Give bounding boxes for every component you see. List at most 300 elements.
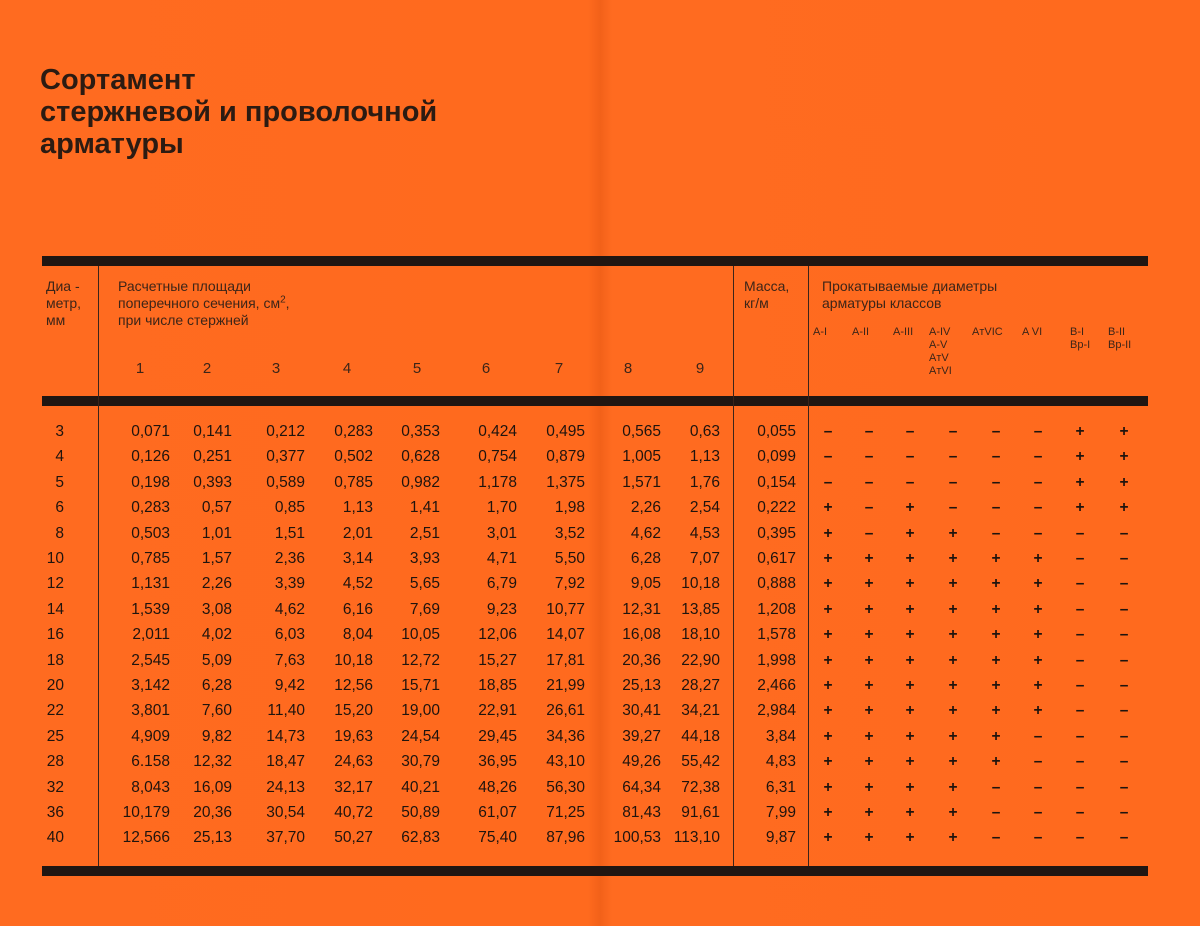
area-cell: 2,54 xyxy=(689,499,720,517)
mass-cell: 0,099 xyxy=(757,448,796,466)
class-header xyxy=(813,326,827,339)
title-line: Сортамент xyxy=(40,64,196,96)
mass-cell: 0,617 xyxy=(757,550,796,567)
area-cell: 0,879 xyxy=(546,448,585,466)
class-availability-cell: + xyxy=(991,702,1001,720)
area-cell: 7,60 xyxy=(201,702,232,720)
class-availability-cell: + xyxy=(823,626,833,644)
class-availability-cell: – xyxy=(991,524,1001,542)
area-cell: 18,85 xyxy=(478,677,517,694)
area-cell: 6,28 xyxy=(201,677,232,694)
area-cell: 10,18 xyxy=(681,575,720,593)
area-cell: 29,45 xyxy=(478,727,517,745)
area-cell: 0,424 xyxy=(478,423,517,440)
area-cell: 0,251 xyxy=(193,448,232,466)
class-availability-cell: – xyxy=(1075,600,1085,618)
area-cell: 49,26 xyxy=(622,753,661,771)
class-availability-cell: – xyxy=(1075,778,1085,796)
class-availability-cell: + xyxy=(823,829,833,847)
table-bottom-rule xyxy=(42,866,1148,876)
class-header xyxy=(893,326,913,339)
class-availability-cell: + xyxy=(905,727,915,745)
class-availability-cell: + xyxy=(948,651,958,669)
class-availability-cell: + xyxy=(905,702,915,720)
area-cell: 0,283 xyxy=(131,499,170,517)
class-availability-cell: + xyxy=(864,702,874,720)
class-availability-cell: – xyxy=(1033,473,1043,491)
area-cell: 15,71 xyxy=(401,677,440,694)
class-availability-cell: – xyxy=(1075,753,1085,771)
bar-count-header: 5 xyxy=(412,360,422,377)
mass-cell: 9,87 xyxy=(765,829,796,847)
area-cell: 0,283 xyxy=(334,423,373,440)
area-cell: 3,01 xyxy=(486,524,517,542)
area-cell: 7,07 xyxy=(689,550,720,567)
class-availability-cell: – xyxy=(1033,423,1043,440)
class-header-line: A-IV xyxy=(929,326,951,338)
area-cell: 64,34 xyxy=(622,778,661,796)
class-availability-cell: + xyxy=(823,804,833,821)
class-availability-cell: – xyxy=(1033,753,1043,771)
bar-count-header: 8 xyxy=(623,360,633,377)
class-availability-cell: + xyxy=(905,575,915,593)
area-cell: 39,27 xyxy=(622,727,661,745)
class-availability-cell: + xyxy=(823,727,833,745)
mass-cell: 1,208 xyxy=(757,600,796,618)
area-cell: 1,41 xyxy=(409,499,440,517)
area-cell: 15,20 xyxy=(334,702,373,720)
class-availability-cell: + xyxy=(1075,499,1085,517)
class-availability-cell: – xyxy=(823,448,833,466)
area-cell: 43,10 xyxy=(546,753,585,771)
class-availability-cell: – xyxy=(991,804,1001,821)
class-availability-cell: + xyxy=(948,778,958,796)
class-availability-cell: + xyxy=(948,677,958,694)
diameter-header-line: метр, xyxy=(46,295,82,311)
area-cell: 3,52 xyxy=(554,524,585,542)
area-cell: 12,566 xyxy=(122,829,170,847)
area-cell: 4,71 xyxy=(486,550,517,567)
diameter-cell: 8 xyxy=(55,524,64,542)
class-availability-cell: + xyxy=(905,829,915,847)
class-availability-cell: + xyxy=(823,575,833,593)
area-cell: 3,142 xyxy=(131,677,170,694)
area-cell: 113,10 xyxy=(673,829,720,847)
area-cell: 25,13 xyxy=(622,677,661,694)
diameter-cell: 32 xyxy=(46,778,64,796)
area-cell: 19,63 xyxy=(334,727,373,745)
class-availability-cell: – xyxy=(991,829,1001,847)
class-availability-cell: – xyxy=(1119,651,1129,669)
area-cell: 20,36 xyxy=(193,804,232,821)
class-availability-cell: + xyxy=(1033,626,1043,644)
area-cell: 0,628 xyxy=(401,448,440,466)
class-availability-cell: – xyxy=(823,473,833,491)
class-availability-cell: – xyxy=(991,778,1001,796)
class-header-line: A-I xyxy=(813,326,828,338)
class-availability-cell: + xyxy=(905,753,915,771)
diameter-cell: 22 xyxy=(46,702,64,720)
mass-cell: 0,055 xyxy=(757,423,796,440)
area-cell: 1,70 xyxy=(486,499,517,517)
area-cell: 5,65 xyxy=(409,575,440,593)
rolled-header-line: Прокатываемые диаметры xyxy=(822,278,998,294)
mass-cell: 0,395 xyxy=(757,524,796,542)
area-cell: 12,31 xyxy=(622,600,661,618)
title-line: арматуры xyxy=(40,128,184,160)
class-header xyxy=(972,326,1003,339)
area-cell: 1,76 xyxy=(689,473,720,491)
area-cell: 2,01 xyxy=(342,524,373,542)
area-cell: 3,93 xyxy=(409,550,440,567)
area-cell: 24,13 xyxy=(266,778,305,796)
area-cell: 22,90 xyxy=(681,651,720,669)
class-header-line: AтVI xyxy=(929,365,952,377)
class-availability-cell: + xyxy=(991,753,1001,771)
class-availability-cell: – xyxy=(991,499,1001,517)
area-cell: 100,53 xyxy=(613,829,661,847)
class-availability-cell: – xyxy=(948,473,958,491)
class-availability-cell: – xyxy=(1119,702,1129,720)
class-availability-cell: – xyxy=(948,448,958,466)
area-cell: 1,13 xyxy=(689,448,720,466)
column-divider xyxy=(98,266,99,866)
area-cell: 0,503 xyxy=(131,524,170,542)
class-availability-cell: + xyxy=(864,600,874,618)
class-availability-cell: – xyxy=(1119,753,1129,771)
class-availability-cell: + xyxy=(864,677,874,694)
class-availability-cell: + xyxy=(905,677,915,694)
area-cell: 32,17 xyxy=(334,778,373,796)
area-cell: 6,03 xyxy=(274,626,305,644)
area-cell: 5,09 xyxy=(201,651,232,669)
area-cell: 0,785 xyxy=(131,550,170,567)
class-availability-cell: – xyxy=(1033,524,1043,542)
class-availability-cell: + xyxy=(864,778,874,796)
mass-header-line: Масса, xyxy=(744,278,790,294)
class-availability-cell: + xyxy=(823,702,833,720)
class-availability-cell: + xyxy=(1033,575,1043,593)
class-availability-cell: + xyxy=(864,575,874,593)
class-availability-cell: – xyxy=(864,448,874,466)
area-cell: 0,071 xyxy=(131,423,170,440)
class-availability-cell: – xyxy=(905,423,915,440)
area-cell: 1,539 xyxy=(131,600,170,618)
area-cell: 55,42 xyxy=(681,753,720,771)
class-availability-cell: – xyxy=(1119,778,1129,796)
area-cell: 2,51 xyxy=(409,524,440,542)
area-cell: 10,77 xyxy=(546,600,585,618)
area-cell: 30,54 xyxy=(266,804,305,821)
class-availability-cell: + xyxy=(905,524,915,542)
mass-cell: 2,984 xyxy=(757,702,796,720)
area-cell: 6.158 xyxy=(131,753,170,771)
area-cell: 0,212 xyxy=(266,423,305,440)
diameter-cell: 28 xyxy=(46,753,64,771)
area-cell: 9,05 xyxy=(630,575,661,593)
area-cell: 25,13 xyxy=(193,829,232,847)
area-cell: 61,07 xyxy=(478,804,517,821)
area-cell: 0,565 xyxy=(622,423,661,440)
area-cell: 0,85 xyxy=(274,499,305,517)
column-divider xyxy=(808,266,809,866)
class-availability-cell: – xyxy=(864,423,874,440)
rolled-diameters-header xyxy=(822,278,997,312)
class-availability-cell: – xyxy=(1033,804,1043,821)
area-cell: 6,79 xyxy=(486,575,517,593)
diameter-cell: 4 xyxy=(55,448,64,466)
area-cell: 2,36 xyxy=(274,550,305,567)
area-cell: 26,61 xyxy=(546,702,585,720)
diameter-header-line: Диа - xyxy=(46,278,80,294)
class-availability-cell: – xyxy=(1119,524,1129,542)
area-cell: 13,85 xyxy=(681,600,720,618)
area-cell: 1,57 xyxy=(201,550,232,567)
bar-count-header: 3 xyxy=(271,360,281,377)
class-availability-cell: + xyxy=(823,677,833,694)
area-cell: 15,27 xyxy=(478,651,517,669)
area-cell: 0,377 xyxy=(266,448,305,466)
class-availability-cell: + xyxy=(864,651,874,669)
bar-count-header: 1 xyxy=(135,360,145,377)
area-cell: 9,23 xyxy=(486,600,517,618)
class-availability-cell: + xyxy=(905,778,915,796)
class-header-line: A-V xyxy=(929,339,948,351)
class-availability-cell: – xyxy=(1075,829,1085,847)
area-cell: 3,08 xyxy=(201,600,232,618)
class-availability-cell: – xyxy=(1075,727,1085,745)
area-cell: 1,98 xyxy=(554,499,585,517)
class-availability-cell: + xyxy=(823,550,833,567)
class-availability-cell: + xyxy=(948,550,958,567)
class-header-line: Bp-II xyxy=(1108,339,1132,351)
class-availability-cell: + xyxy=(823,600,833,618)
area-cell: 14,07 xyxy=(546,626,585,644)
area-cell: 72,38 xyxy=(681,778,720,796)
area-cell: 12,56 xyxy=(334,677,373,694)
class-availability-cell: + xyxy=(991,626,1001,644)
area-cell: 0,63 xyxy=(689,423,720,440)
diameter-cell: 18 xyxy=(46,651,64,669)
area-cell: 75,40 xyxy=(478,829,517,847)
class-header-line: Bp-I xyxy=(1070,339,1091,351)
diameter-cell: 16 xyxy=(46,626,64,644)
area-cell: 6,16 xyxy=(342,600,373,618)
area-header-superscript: 2 xyxy=(280,294,286,306)
area-cell: 4,52 xyxy=(342,575,373,593)
area-cell: 50,27 xyxy=(334,829,373,847)
class-availability-cell: + xyxy=(991,651,1001,669)
class-availability-cell: + xyxy=(1075,473,1085,491)
class-availability-cell: + xyxy=(1119,448,1129,466)
class-availability-cell: – xyxy=(1119,829,1129,847)
class-availability-cell: + xyxy=(948,829,958,847)
class-availability-cell: + xyxy=(991,677,1001,694)
class-availability-cell: – xyxy=(905,448,915,466)
class-availability-cell: – xyxy=(948,499,958,517)
bar-count-header: 9 xyxy=(695,360,705,377)
area-cell: 48,26 xyxy=(478,778,517,796)
class-header-line: AтVIC xyxy=(972,326,1003,338)
class-availability-cell: – xyxy=(1119,727,1129,745)
area-cell: 9,42 xyxy=(274,677,305,694)
area-cell: 10,05 xyxy=(401,626,440,644)
class-availability-cell: + xyxy=(948,600,958,618)
area-cell: 1,13 xyxy=(342,499,373,517)
bar-count-header: 6 xyxy=(481,360,491,377)
class-availability-cell: + xyxy=(1033,677,1043,694)
class-availability-cell: + xyxy=(948,626,958,644)
class-availability-cell: – xyxy=(1119,804,1129,821)
area-cell: 0,785 xyxy=(334,473,373,491)
class-header-line: B-II xyxy=(1108,326,1126,338)
class-availability-cell: – xyxy=(1075,651,1085,669)
class-availability-cell: – xyxy=(1075,804,1085,821)
area-cell: 1,01 xyxy=(201,524,232,542)
area-header-text: поперечного сечения, см xyxy=(118,295,281,311)
class-availability-cell: + xyxy=(823,499,833,517)
table-top-rule xyxy=(42,256,1148,266)
area-cell: 30,41 xyxy=(622,702,661,720)
area-cell: 12,72 xyxy=(401,651,440,669)
area-cell: 19,00 xyxy=(401,702,440,720)
class-availability-cell: – xyxy=(991,423,1001,440)
area-cell: 24,63 xyxy=(334,753,373,771)
area-cell: 44,18 xyxy=(681,727,720,745)
class-availability-cell: – xyxy=(1075,550,1085,567)
area-cell: 0,353 xyxy=(401,423,440,440)
class-availability-cell: + xyxy=(1033,651,1043,669)
area-cell: 28,27 xyxy=(681,677,720,694)
diameter-header-line: мм xyxy=(46,312,66,328)
mass-cell: 4,83 xyxy=(765,753,796,771)
class-header xyxy=(1108,326,1131,352)
area-cell: 4,02 xyxy=(201,626,232,644)
class-availability-cell: – xyxy=(1119,677,1129,694)
area-cell: 10,179 xyxy=(122,804,170,821)
area-cell: 2,545 xyxy=(131,651,170,669)
mass-header-line: кг/м xyxy=(744,295,769,311)
area-cell: 4,62 xyxy=(630,524,661,542)
class-availability-cell: + xyxy=(948,804,958,821)
class-availability-cell: – xyxy=(1033,448,1043,466)
class-availability-cell: + xyxy=(823,524,833,542)
class-availability-cell: + xyxy=(905,499,915,517)
class-availability-cell: + xyxy=(948,575,958,593)
class-availability-cell: + xyxy=(1033,702,1043,720)
area-cell: 0,754 xyxy=(478,448,517,466)
diameter-cell: 3 xyxy=(55,423,64,440)
area-cell: 40,21 xyxy=(401,778,440,796)
bar-count-header: 4 xyxy=(342,360,352,377)
mass-cell: 7,99 xyxy=(765,804,796,821)
class-availability-cell: – xyxy=(1119,626,1129,644)
area-cell: 14,73 xyxy=(266,727,305,745)
class-availability-cell: – xyxy=(905,473,915,491)
area-cell: 37,70 xyxy=(266,829,305,847)
area-cell: 7,92 xyxy=(554,575,585,593)
area-cell: 0,495 xyxy=(546,423,585,440)
area-cell: 3,39 xyxy=(274,575,305,593)
class-header-line: A-III xyxy=(893,326,914,338)
class-availability-cell: + xyxy=(1033,550,1043,567)
area-cell: 50,89 xyxy=(401,804,440,821)
class-availability-cell: + xyxy=(991,600,1001,618)
class-availability-cell: + xyxy=(864,727,874,745)
area-cell: 71,25 xyxy=(546,804,585,821)
area-cell: 18,47 xyxy=(266,753,305,771)
class-header xyxy=(852,326,869,339)
area-cell: 0,393 xyxy=(193,473,232,491)
area-cell: 11,40 xyxy=(267,702,305,720)
area-cell: 5,50 xyxy=(554,550,585,567)
class-availability-cell: – xyxy=(1075,702,1085,720)
mass-cell: 2,466 xyxy=(757,677,796,694)
class-availability-cell: + xyxy=(864,829,874,847)
class-availability-cell: – xyxy=(1075,524,1085,542)
area-cell: 91,61 xyxy=(681,804,720,821)
area-cell: 24,54 xyxy=(401,727,440,745)
area-cell: 8,04 xyxy=(342,626,373,644)
area-header-line: Расчетные площади xyxy=(118,278,251,294)
class-availability-cell: + xyxy=(823,651,833,669)
bar-count-header: 2 xyxy=(202,360,212,377)
area-cell: 36,95 xyxy=(478,753,517,771)
area-cell: 1,005 xyxy=(622,448,661,466)
class-availability-cell: + xyxy=(1119,423,1129,440)
class-availability-cell: – xyxy=(1033,778,1043,796)
rolled-header-line: арматуры классов xyxy=(822,295,942,311)
diameter-cell: 40 xyxy=(46,829,64,847)
diameter-header xyxy=(46,278,81,329)
class-availability-cell: + xyxy=(1033,600,1043,618)
class-availability-cell: – xyxy=(823,423,833,440)
area-cell: 1,178 xyxy=(478,473,517,491)
area-header-line xyxy=(118,295,290,312)
class-availability-cell: + xyxy=(864,804,874,821)
area-cell: 6,28 xyxy=(630,550,661,567)
class-availability-cell: – xyxy=(864,524,874,542)
title-line: стержневой и проволочной xyxy=(40,96,438,128)
class-availability-cell: + xyxy=(1075,448,1085,466)
class-availability-cell: – xyxy=(1119,575,1129,593)
table-header-rule xyxy=(42,396,1148,406)
class-availability-cell: – xyxy=(864,499,874,517)
class-header xyxy=(1022,326,1042,339)
area-cell: 1,571 xyxy=(622,473,661,491)
class-availability-cell: + xyxy=(864,550,874,567)
class-availability-cell: + xyxy=(864,753,874,771)
area-cell: 0,982 xyxy=(401,473,440,491)
class-availability-cell: + xyxy=(905,550,915,567)
area-cell: 3,801 xyxy=(131,702,170,720)
class-availability-cell: + xyxy=(991,550,1001,567)
area-header-line: при числе стержней xyxy=(118,312,249,328)
diameter-cell: 5 xyxy=(55,473,64,491)
class-availability-cell: – xyxy=(1119,600,1129,618)
diameter-cell: 25 xyxy=(46,727,64,745)
area-cell: 56,30 xyxy=(546,778,585,796)
class-availability-cell: – xyxy=(991,473,1001,491)
area-cell: 62,83 xyxy=(401,829,440,847)
class-header-line: A VI xyxy=(1022,326,1043,338)
class-availability-cell: + xyxy=(991,575,1001,593)
mass-cell: 3,84 xyxy=(765,727,796,745)
area-cell: 1,51 xyxy=(274,524,305,542)
mass-cell: 1,998 xyxy=(757,651,796,669)
class-header-line: A-II xyxy=(852,326,870,338)
class-availability-cell: + xyxy=(823,778,833,796)
